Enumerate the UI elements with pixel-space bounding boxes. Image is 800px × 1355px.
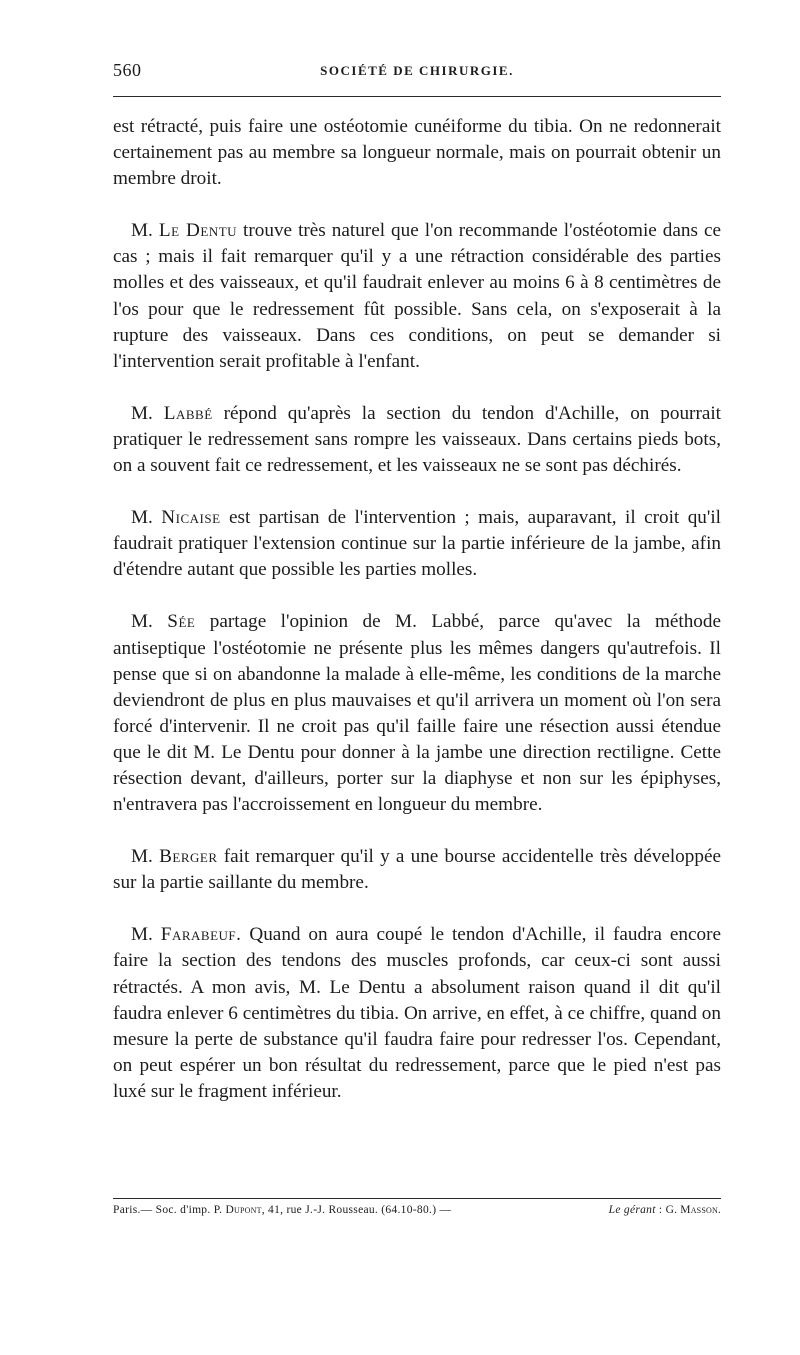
paragraph-le-dentu <box>113 218 721 375</box>
speaker-prefix: M. <box>131 220 153 242</box>
paragraph-farabeuf <box>113 922 721 1105</box>
paragraph-text: répond qu'après la section du tendon d'Achille, on pourrait pratiquer le redressement sans rompre les vaisseaux. Dans certains pieds bots, on a souvent fait ce redressement, et les vaisseaux ne se sont pas déchirés. <box>113 402 722 477</box>
paragraph-text: trouve très naturel que l'on recommande l'ostéotomie dans ce cas ; mais il fait remarquer qu'il y a une rétraction considérable des parties molles et des vaisseaux, et qu'il faudrait enlever au moins 6 à 8 centimètres de l'os pour que le redressement fût possible. Sans cela, on s'exposerait à la rupture des vaisseaux. Dans ces conditions, on peut se demander si l'intervention serait profitable à l'enfant. <box>113 220 721 372</box>
paragraph-text: partage l'opinion de M. Labbé, parce qu'avec la méthode antiseptique l'ostéotomie ne présente plus les mêmes dangers qu'autrefois. Il pense que si on abandonne la malade à elle-même, les conditions de la marche deviendront de plus en plus mauvaises et qu'il arrivera un moment où l'on sera forcé d'intervenir. Il ne croit pas qu'il faille faire une résection aussi étendue que le dit M. Le Dentu pour donner à la jambe une direction rectiligne. Cette résection devant, d'ailleurs, porter sur la diaphyse et non sur les épiphyses, n'entravera pas l'accroissement en longueur du membre. <box>113 611 722 816</box>
speaker-prefix: M. <box>131 507 153 529</box>
speaker-name: Sée <box>167 611 196 633</box>
paragraph-text: est partisan de l'intervention ; mais, auparavant, il croit qu'il faudrait pratiquer l'extension continue sur la partie inférieure de la jambe, afin d'étendre autant que possible les parties molles. <box>113 507 722 581</box>
speaker-prefix: M. <box>131 611 153 633</box>
gerant-label: Le gérant <box>608 1204 656 1216</box>
speaker-name: Nicaise <box>161 507 221 529</box>
speaker-prefix: M. <box>131 402 153 424</box>
gerant-name: G. Masson. <box>665 1204 721 1216</box>
header-rule <box>113 96 721 97</box>
footer-rule <box>113 1198 721 1199</box>
running-title: SOCIÉTÉ DE CHIRURGIE. <box>320 63 514 78</box>
page-number: 560 <box>113 60 142 80</box>
speaker-prefix: M. <box>131 924 153 946</box>
paragraph-berger <box>113 844 721 896</box>
printer-label: Paris.— Soc. d'imp. P. <box>113 1204 223 1216</box>
paragraph-labbe <box>113 401 721 479</box>
page-header <box>113 60 721 88</box>
speaker-name: Berger <box>159 846 218 868</box>
paragraph-nicaise <box>113 505 721 583</box>
printer-imprint <box>113 1204 451 1216</box>
speaker-name: Le Dentu <box>158 220 238 242</box>
paragraph-continuation: est rétracté, puis faire une ostéotomie cunéiforme du tibia. On ne redonnerait certainement pas au membre sa longueur normale, mais on pourrait obtenir un membre droit. <box>113 116 721 190</box>
printer-name: Dupont <box>225 1204 262 1216</box>
gerant-separator: : <box>658 1204 663 1216</box>
printer-address: , 41, rue J.-J. Rousseau. (64.10-80.) — <box>261 1204 452 1216</box>
speaker-name: Farabeuf. <box>160 924 242 946</box>
page-footer <box>113 1204 721 1216</box>
gerant-imprint <box>609 1204 721 1216</box>
body-text <box>113 114 721 1131</box>
speaker-name: Labbé <box>163 402 213 424</box>
paragraph-see <box>113 609 721 818</box>
paragraph-text: fait remarquer qu'il y a une bourse accidentelle très développée sur la partie saillante du membre. <box>113 846 721 894</box>
speaker-prefix: M. <box>131 846 153 868</box>
paragraph-text: Quand on aura coupé le tendon d'Achille, il faudra encore faire la section des tendons des muscles profonds, car ceux-ci sont aussi rétractés. A mon avis, M. Le Dentu a absolument raison quand il dit qu'il faudra enlever 6 centimètres du tibia. On arrive, en effet, à ce chiffre, quand on mesure la perte de substance qu'il faudra faire pour redresser l'os. Cependant, on peut espérer un bon résultat du redressement, parce que le pied n'est pas luxé sur le fragment inférieur. <box>113 924 721 1102</box>
